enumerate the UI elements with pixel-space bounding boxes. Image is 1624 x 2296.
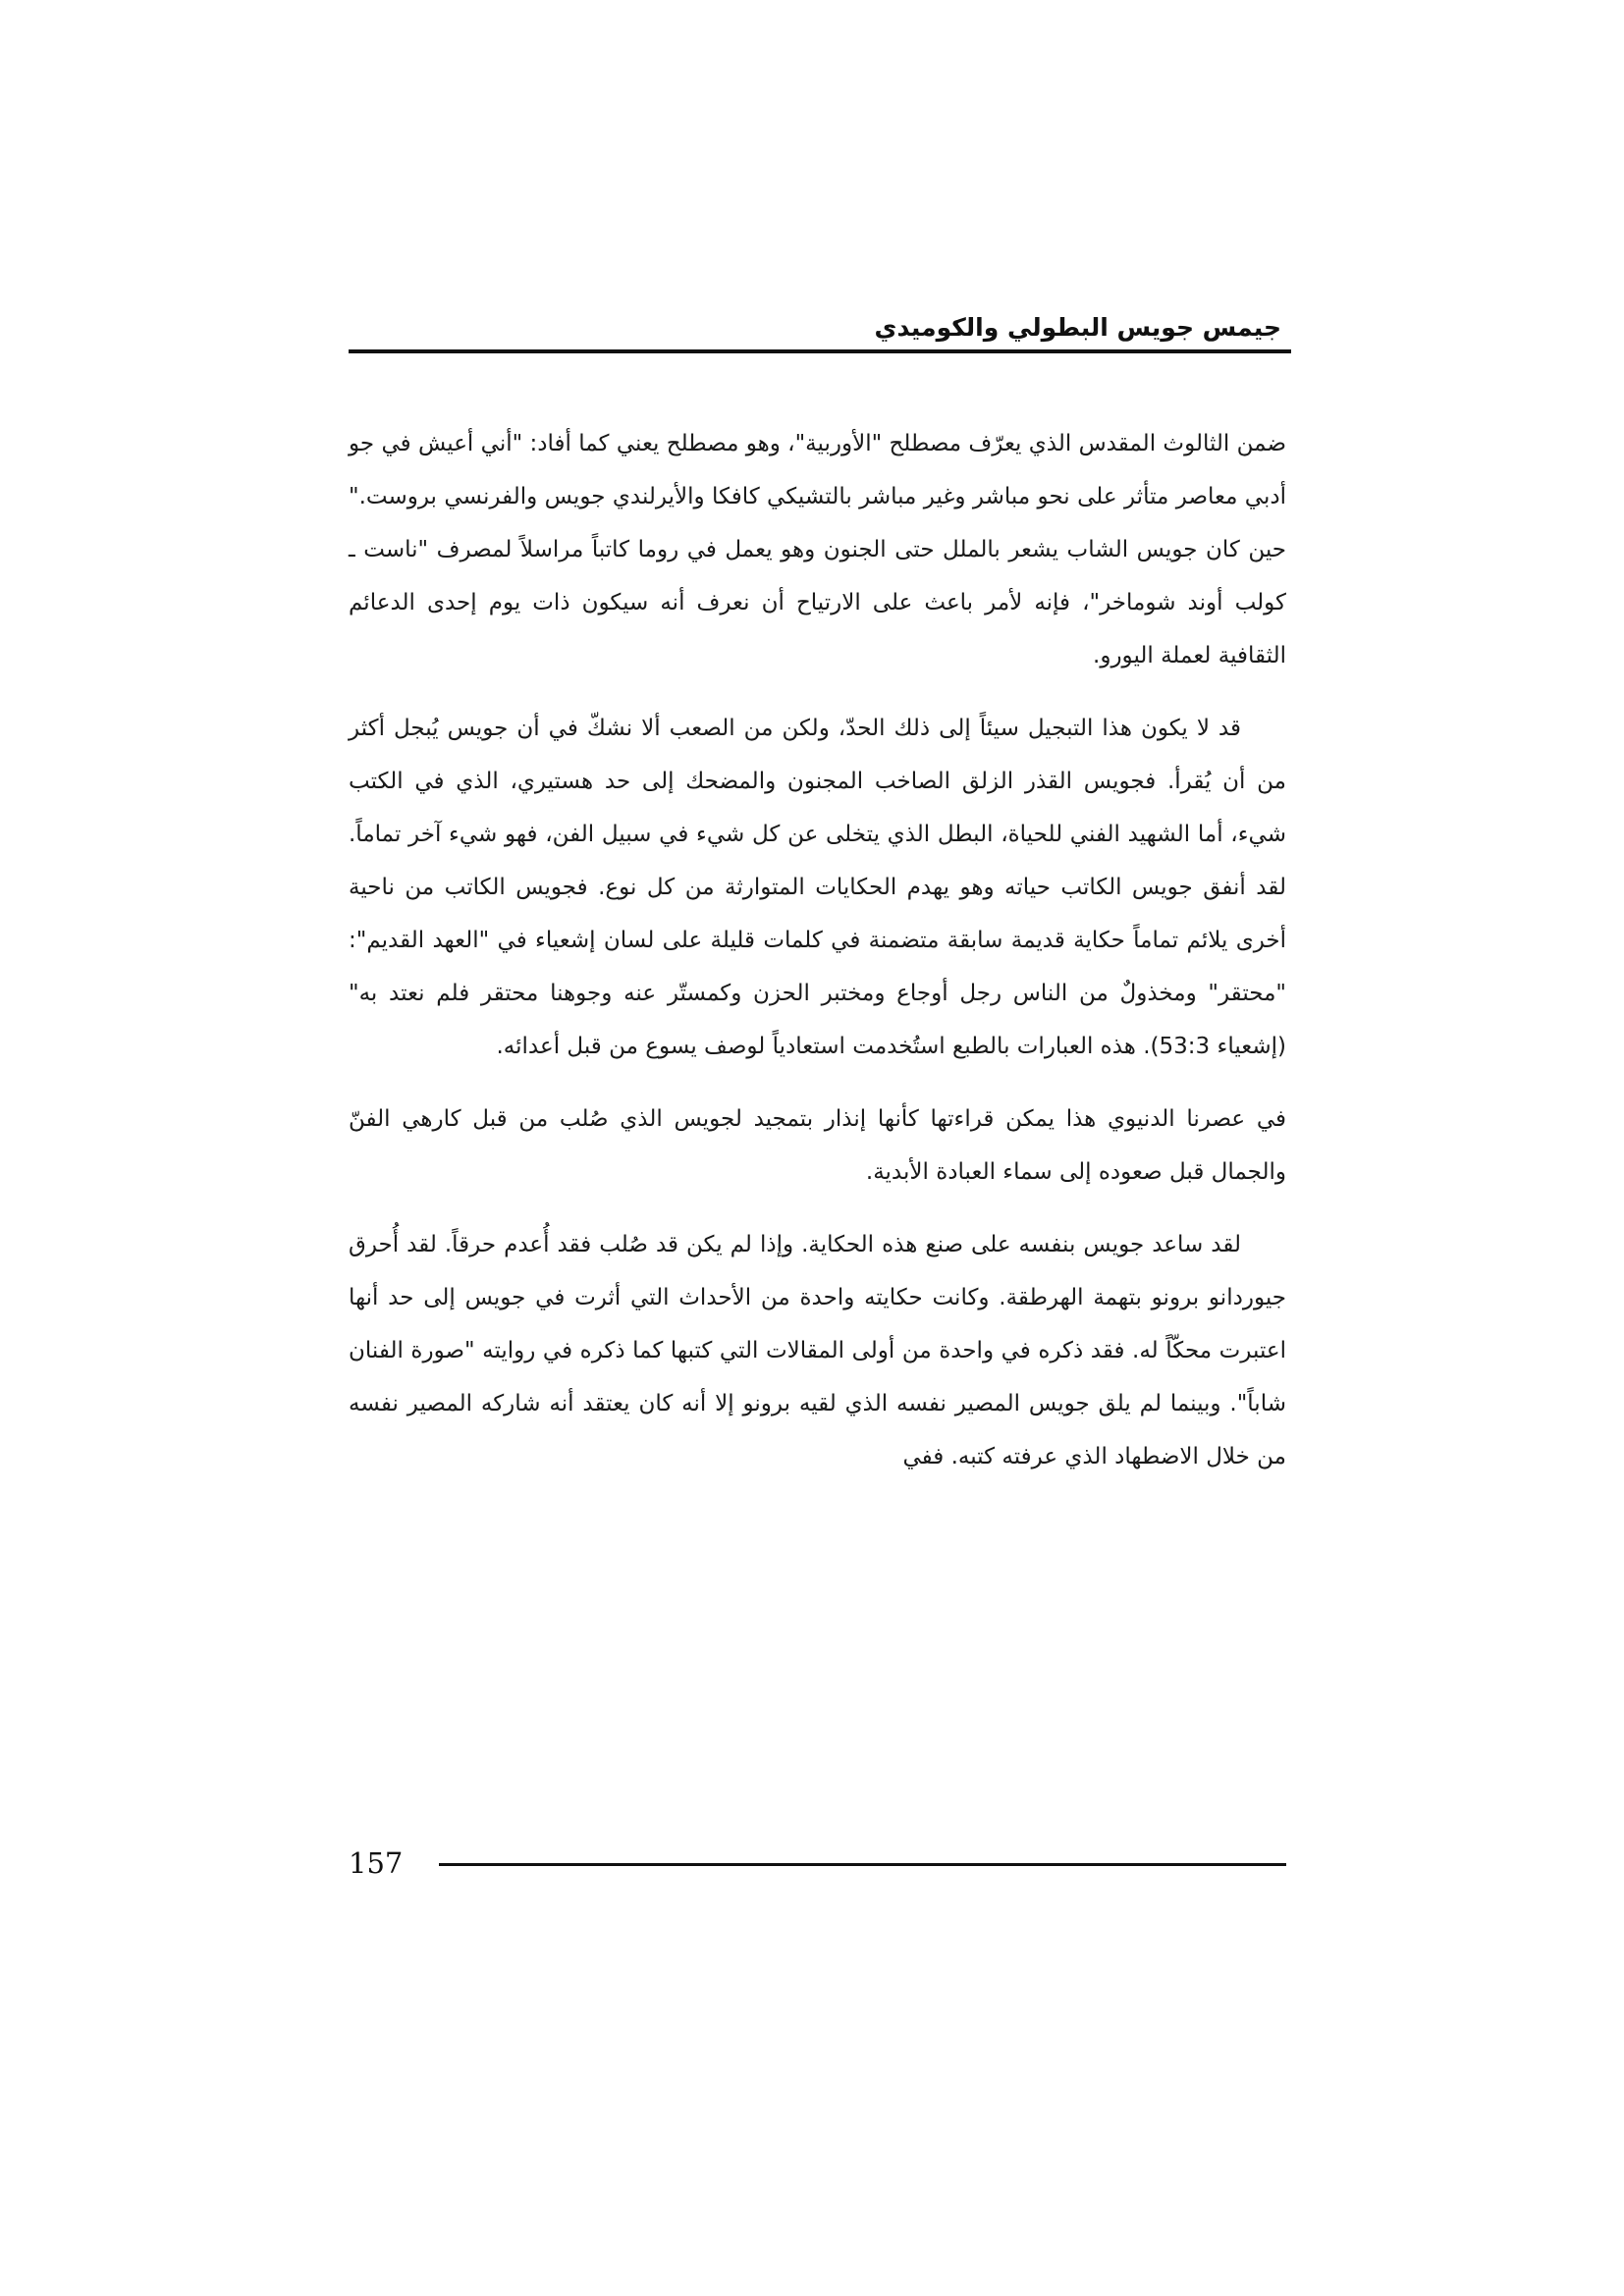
running-header [349,308,1291,353]
footer-rule [439,1863,1286,1866]
paragraph-1: ضمن الثالوث المقدس الذي يعرّف مصطلح "الأوربية"، وهو مصطلح يعني كما أفاد: "أني أعيش في جو أدبي معاصر متأثر على نحو مباشر وغير مباشر بالتشيكي كافكا والأيرلندي جويس والفرنسي بروست." حين كان جويس الشاب يشعر بالملل حتى الجنون وهو يعمل في روما كاتباً مراسلاً لمصرف "ناست ـ كولب أوند شوماخر"، فإنه لأمر باعث على الارتياح أن نعرف أنه سيكون ذات يوم إحدى الدعائم الثقافية لعملة اليورو. [349,431,1286,668]
header-rule [349,349,1291,353]
page-footer [349,1840,1291,1887]
paragraph-3: في عصرنا الدنيوي هذا يمكن قراءتها كأنها إنذار بتمجيد لجويس الذي صُلب من قبل كارهي الفنّ والجمال قبل صعوده إلى سماء العبادة الأبدية. [349,1106,1286,1185]
paragraph-4: لقد ساعد جويس بنفسه على صنع هذه الحكاية. وإذا لم يكن قد صُلب فقد أُعدم حرقاً. لقد أُحرق جيوردانو برونو بتهمة الهرطقة. وكانت حكايته واحدة من الأحداث التي أثرت في جويس إلى حد أنها اعتبرت محكّاً له. فقد ذكره في واحدة من أولى المقالات التي كتبها كما ذكره في روايته "صورة الفنان شاباً". وبينما لم يلق جويس المصير نفسه الذي لقيه برونو إلا أنه كان يعتقد أنه شاركه المصير نفسه من خلال الاضطهاد الذي عرفته كتبه. ففي [349,1232,1286,1469]
running-title: جيمس جويس البطولي والكوميدي [874,313,1281,342]
text-body [349,417,1286,1503]
page-number: 157 [349,1846,404,1880]
paragraph-2: قد لا يكون هذا التبجيل سيئاً إلى ذلك الحدّ، ولكن من الصعب ألا نشكّ في أن جويس يُبجل أكثر من أن يُقرأ. فجويس القذر الزلق الصاخب المجنون والمضحك إلى حد هستيري، الذي في الكتب شيء، أما الشهيد الفني للحياة، البطل الذي يتخلى عن كل شيء في سبيل الفن، فهو شيء آخر تماماً. لقد أنفق جويس الكاتب حياته وهو يهدم الحكايات المتوارثة من كل نوع. فجويس الكاتب من ناحية أخرى يلائم تماماً حكاية قديمة سابقة متضمنة في كلمات قليلة على لسان إشعياء في "العهد القديم": "محتقر" ومخذولٌ من الناس رجل أوجاع ومختبر الحزن وكمستّر عنه وجوهنا محتقر فلم نعتد به" (إشعياء 53:3). هذه العبارات بالطبع استُخدمت استعادياً لوصف يسوع من قبل أعدائه. [349,716,1286,1059]
